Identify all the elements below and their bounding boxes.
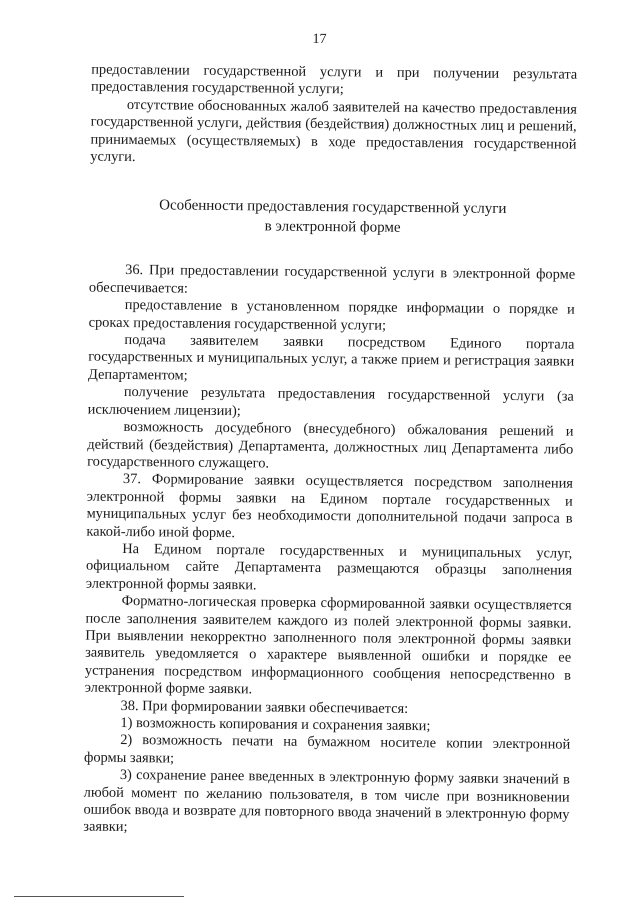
paragraph-item-36: 36. При предоставлении государственной услуги в электронной форме обеспечивается: bbox=[88, 262, 576, 297]
page-body bbox=[83, 62, 577, 842]
paragraph-item-37: 37. Формирование заявки осуществляется посредством заполнения электронной формы заявки на Едином портале государственных и муниципальных услуг без необходимости дополнительной подачи запроса в какой-либо иной форме. bbox=[86, 471, 574, 541]
paragraph-no-complaints: отсутствие обоснованных жалоб заявителей на качество предоставления государственной услуги, действия (бездействия) должностных лиц и решений, принимаемых (осуществляемых) в ходе предоставления государственной услуги. bbox=[90, 96, 577, 166]
paragraph-item-38: 38. При формировании заявки обеспечивается: bbox=[120, 697, 409, 717]
section-heading-line-1: Особенности предоставления государственной услуги bbox=[159, 197, 507, 218]
paragraph-format-check: Форматно-логическая проверка сформированной заявки осуществляется после заполнения заявителем каждого из полей электронной формы заявки. При выявлении некорректно заполненного поля электронной формы заявки заявитель уведомляется о характере выявленной ошибки и порядке ее устранения посредством информационного сообщения непосредственно в электронной форме заявки. bbox=[84, 593, 572, 698]
paragraph-appeal-possibility: возможность досудебного (внесудебного) обжалования решений и действий (бездействия) Департамента, должностных лиц Департамента либо государственного служащего. bbox=[87, 419, 574, 472]
paragraph-service-result-continued: предоставлении государственной услуги и при получении результата предоставления государственной услуги; bbox=[90, 61, 578, 98]
section-heading bbox=[90, 195, 576, 240]
section-heading-line-2: в электронной форме bbox=[264, 218, 401, 237]
paragraph-application-submission: подача заявителем заявки посредством Единого портала государственных и муниципальных услуг, а также прием и регистрация заявки Департаментом; bbox=[87, 332, 575, 384]
paragraph-item-38-1: 1) возможность копирования и сохранения заявки; bbox=[120, 714, 431, 735]
paragraph-item-38-3: 3) сохранение ранее введенных в электронную форму заявки значений в любой момент по желанию пользователя, в том числе при возникновении ошибок ввода и возврате для повторного ввода значений в электронную форму заявки; bbox=[83, 767, 570, 836]
paragraph-form-samples: На Едином портале государственных и муниципальных услуг, официальном сайте Департамента размещаются образцы заполнения электронной формы заявки. bbox=[85, 540, 573, 594]
paragraph-item-38-2: 2) возможность печати на бумажном носителе копии электронной формы заявки; bbox=[83, 732, 571, 767]
footer-divider bbox=[14, 896, 184, 897]
paragraph-info-provision: предоставление в установленном порядке информации о порядке и сроках предоставления государственной услуги; bbox=[88, 297, 575, 334]
page-number: 17 bbox=[312, 31, 327, 48]
paragraph-result-receipt: получение результата предоставления государственной услуги (за исключением лицензии); bbox=[87, 384, 574, 419]
